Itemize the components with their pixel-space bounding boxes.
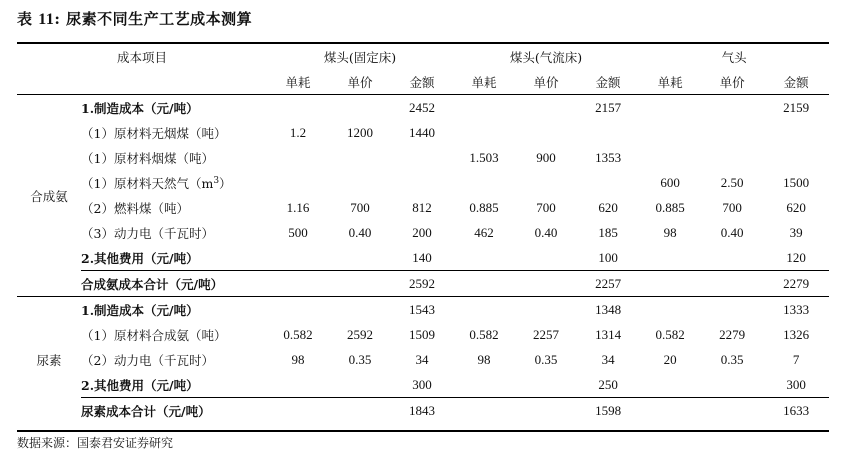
table-row [17,145,829,170]
header-sub: 单价 [515,69,577,95]
table-cell: 1.503 [469,149,499,165]
table-cell [639,245,701,271]
table-cell: 98 [663,224,677,240]
row-label: 2.其他费用（元/吨） [81,250,199,266]
row-label: （2）燃料煤（吨） [81,200,189,216]
table-cell: 0.40 [348,224,372,240]
row-label: （1）原材料合成氨（吨） [81,327,227,343]
table-cell [453,398,515,424]
table-cell [639,145,701,170]
total-row [17,398,829,424]
row-label: 1.制造成本（元/吨） [81,297,267,323]
table-cell: 1314 [595,326,622,342]
table-cell: 600 [660,174,680,190]
table-cell: 1598 [577,398,639,424]
table-cell: 1.2 [289,124,307,140]
table-cell [639,271,701,297]
table-cell [701,271,763,297]
table-cell: 812 [412,199,432,215]
table-cell: 1326 [783,326,810,342]
table-cell: 2.50 [720,174,744,190]
table-row [17,170,829,195]
row-label: （1）原材料烟煤（吨） [81,150,214,166]
table-cell: 2592 [391,271,453,297]
table-cell [701,297,763,323]
table-cell [329,145,391,170]
total-row [17,271,829,297]
header-row-groups [17,44,829,69]
table-cell: 250 [598,376,618,392]
table-cell: 0.582 [283,326,313,342]
table-cell [267,271,329,297]
table-cell: 0.582 [469,326,499,342]
table-cell: 700 [722,199,742,215]
table-cell: 300 [786,376,806,392]
total-label: 合成氨成本合计（元/吨） [81,271,267,297]
table-cell: 34 [601,351,615,367]
table-cell [453,170,515,195]
table-cell: 1353 [595,149,622,165]
table-cell: 1509 [409,326,436,342]
table-cell [701,145,763,170]
table-cell [515,271,577,297]
table-cell: 620 [598,199,618,215]
table-cell: 1333 [763,297,829,323]
header-sub: 单耗 [639,69,701,95]
table-cell [515,95,577,121]
table-cell: 700 [536,199,556,215]
table-cell: 1200 [347,124,374,140]
table-cell: 7 [792,351,800,367]
header-cost-item: 成本项目 [117,49,168,65]
table-cell: 1543 [391,297,453,323]
title-text: : 尿素不同生产工艺成本测算 [54,10,253,28]
table-cell [267,372,329,398]
table-cell [701,372,763,398]
table-cell: 0.40 [534,224,558,240]
table-row [17,195,829,220]
row-label: 2.其他费用（元/吨） [81,377,199,393]
table-cell [639,120,701,145]
table-cell: 0.35 [720,351,744,367]
table-cell: 1348 [577,297,639,323]
table-cell [515,170,577,195]
header-row-sub [17,69,829,95]
table-cell: 2279 [719,326,746,342]
table-cell: 120 [786,249,806,265]
table-row [17,372,829,398]
table-cell [329,245,391,271]
section-label: 合成氨 [30,188,68,204]
table-cell: 300 [412,376,432,392]
table-cell [515,297,577,323]
row-label: （1）原材料无烟煤（吨） [81,125,227,141]
table-cell [453,372,515,398]
table-cell [639,297,701,323]
header-group-fixed-bed: 煤头(固定床) [323,49,397,65]
table-cell: 1500 [783,174,810,190]
header-sub: 金额 [763,69,829,95]
table-cell [577,120,639,145]
table-cell: 2279 [763,271,829,297]
table-row [17,120,829,145]
bottom-rule [17,430,829,432]
row-label: 1.制造成本（元/吨） [81,100,199,116]
table-cell [453,95,515,121]
table-cell: 0.885 [655,199,685,215]
table-cell: 2257 [577,271,639,297]
table-cell: 2159 [783,99,810,115]
table-cell: 0.40 [720,224,744,240]
table-cell: 20 [663,351,677,367]
row-label: （3）动力电（千瓦时） [81,225,214,241]
table-cell: 1633 [763,398,829,424]
table-cell: 140 [412,249,432,265]
table-cell: 620 [786,199,806,215]
table-cell: 98 [291,351,305,367]
table-row [17,347,829,372]
table-row [17,297,829,323]
table-cell [515,245,577,271]
table-cell: 0.885 [469,199,499,215]
table-cell [267,245,329,271]
title-prefix: 表 [17,10,39,28]
table-cell: 98 [477,351,491,367]
table-cell [453,297,515,323]
table-cell: 2592 [347,326,374,342]
table-cell: 900 [536,149,556,165]
table-cell [639,398,701,424]
table-cell [329,297,391,323]
table-cell: 34 [415,351,429,367]
header-sub: 金额 [577,69,639,95]
table-row [17,322,829,347]
table-cell [267,398,329,424]
table-cell: 100 [598,249,618,265]
table-cell [329,398,391,424]
table-cell [267,170,329,195]
table-cell: 185 [598,224,618,240]
table-cell: 1.16 [286,199,310,215]
table-cell: 200 [412,224,432,240]
table-cell: 2157 [595,99,622,115]
table-cell: 0.582 [655,326,685,342]
table-cell [639,372,701,398]
table-cell [701,398,763,424]
table-cell [701,95,763,121]
header-sub: 单耗 [267,69,329,95]
table-row [17,220,829,245]
table-cell: 0.35 [348,351,372,367]
table-title [17,8,252,29]
row-label: （1）原材料天然气$(m^3)$ [81,175,232,191]
table-cell [453,120,515,145]
table-row [17,245,829,271]
table-cell [329,271,391,297]
cost-table [17,44,829,423]
table-cell [515,398,577,424]
table-cell [453,245,515,271]
header-sub: 单耗 [453,69,515,95]
row-label: （2）动力电（千瓦时） [81,352,214,368]
section-label: 尿素 [17,297,81,424]
table-cell [329,95,391,121]
table-cell [701,120,763,145]
header-sub: 金额 [391,69,453,95]
table-cell [701,245,763,271]
table-cell [329,372,391,398]
table-cell [639,95,701,121]
table-cell: 1440 [409,124,436,140]
table-cell: 462 [474,224,494,240]
table-cell: 2257 [533,326,560,342]
table-cell: 0.35 [534,351,558,367]
table-cell [267,297,329,323]
header-sub: 单价 [329,69,391,95]
table-cell [453,271,515,297]
title-number: 11 [38,11,55,28]
total-label: 尿素成本合计（元/吨） [81,398,267,424]
table-cell [515,372,577,398]
table-cell [763,120,829,145]
table-cell [267,145,329,170]
table-cell: 39 [789,224,803,240]
table-cell [391,145,453,170]
table-cell: 700 [350,199,370,215]
table-cell [515,120,577,145]
header-group-gas: 气头 [721,49,747,65]
table-cell: 2452 [409,99,436,115]
table-cell [391,170,453,195]
table-row [17,95,829,121]
header-sub: 单价 [701,69,763,95]
table-cell [267,95,329,121]
table-cell [577,170,639,195]
table-cell [763,145,829,170]
header-group-entrained-flow: 煤头(气流床) [509,49,583,65]
table-cell [329,170,391,195]
table-cell: 1843 [391,398,453,424]
table-cell: 500 [288,224,308,240]
data-source-note: 数据来源：国泰君安证券研究 [17,436,174,450]
